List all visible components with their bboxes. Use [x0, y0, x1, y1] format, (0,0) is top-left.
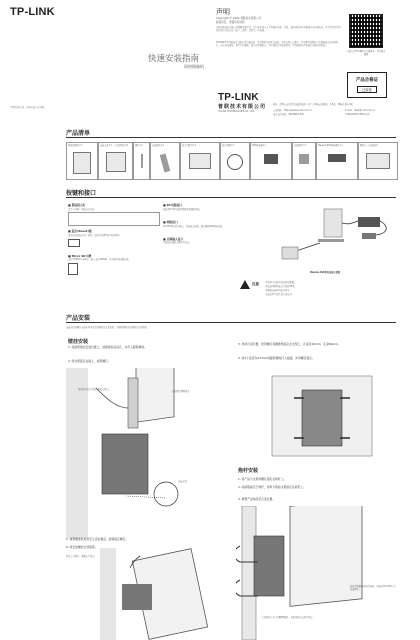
- poe-injector-image: [264, 154, 278, 164]
- company-website: 公司网址：http://www.tp-link.com.cn: [273, 109, 313, 112]
- pole-step-2: 2. 将抱箍固定于抱杆，使用卡箍将支架固定在抱杆上。: [238, 485, 306, 489]
- pole-bracket-image: [254, 536, 284, 596]
- pole-camera-image: [290, 506, 362, 606]
- network-port-title: ■ 网络接口: [163, 219, 178, 224]
- reset-title: ■ 复位(Reset)键: [68, 228, 92, 233]
- warning-line: · 请确保安装环境防水防尘。: [264, 289, 292, 292]
- packing-item-label: 网络摄像机×1: [68, 144, 83, 147]
- statement-qr-code: [349, 14, 383, 48]
- wall-bracket-detail-illustration: [256, 368, 396, 468]
- wall-note-bracket: 安装支架: [178, 480, 187, 483]
- indicator-table: [68, 212, 160, 226]
- sd-card-icon: [68, 263, 78, 275]
- section-divider: [66, 137, 396, 138]
- warning-title: 注意: [252, 282, 259, 286]
- statement-qr-caption: 扫码关注TP-LINK官方服务号，享受更多服务: [346, 50, 386, 56]
- packing-item: [316, 142, 358, 180]
- wall-step-3: 3. 选择合适位置，使用螺钉将摄像机固定在支架上，孔直径10mm，孔深60mm。: [238, 342, 341, 346]
- wall-note-screw: 拧松螺钉调整角度: [172, 390, 190, 393]
- camera-image: [73, 152, 91, 174]
- audio-in-desc: 可连接外部拾音器进行录音。: [163, 241, 192, 245]
- packing-item: [220, 142, 250, 180]
- brand-logo-right: TP-LINK: [218, 92, 259, 103]
- poe-injector-image: [358, 217, 380, 227]
- packing-item-label: 安装支架×1，产品说明书×1: [100, 144, 129, 147]
- packing-item: [292, 142, 316, 180]
- packing-item: [180, 142, 220, 180]
- statement-para1: 未经普联技术有限公司明确书面许可，任何单位或个人不得擅自仿制、复制、誊抄或转译本手册部分或全部内容，且不得以营利为目的进行任何方式（电子、影印、录制等）的传播。: [216, 26, 341, 32]
- wall-note-pull: 网线穿过防水罩配件再接入网口。: [78, 388, 111, 391]
- audio-in-title: ■ 音频输入接口: [163, 236, 184, 241]
- packing-item-label: 螺钉×2: [135, 144, 143, 147]
- company-name-cn: 普联技术有限公司: [218, 104, 267, 110]
- ring-image: [227, 154, 243, 170]
- packing-item-label: PoE供电器×1: [252, 144, 266, 147]
- section-divider: [66, 197, 396, 198]
- wall-mount-title: 壁挂安装: [68, 339, 89, 345]
- warning-line: · 请使用产品附带的电源适配器。: [264, 281, 297, 284]
- reset-icon: [68, 239, 80, 247]
- statement-heading: 声明: [216, 8, 230, 16]
- company-hotline: 技术支持热线：400-8863-400: [273, 113, 304, 116]
- company-name-en: TP-LINK TECHNOLOGIES CO., LTD.: [218, 110, 255, 113]
- sticker-image: [160, 154, 170, 173]
- cert-badge: 已检验: [357, 86, 377, 93]
- pole-note-side: 抱箍需根据抱杆直径选择，可通过TP-LINK官方渠道购买。: [350, 585, 396, 591]
- guide-footnote: *本图仅作示意，请以实际产品为准。: [10, 106, 47, 109]
- cert-title: 产品合格证: [356, 78, 378, 83]
- cover-image: [189, 153, 211, 169]
- packing-item-label: 防水胶圈×1: [222, 144, 234, 147]
- screw-bag-image: [366, 153, 390, 169]
- section-title-interfaces: 按键和接口: [66, 190, 97, 197]
- company-edition: 7106505151 REV1.0.0: [345, 113, 370, 116]
- indicator-desc: 常亮 / 闪烁：系统运行状态: [68, 207, 95, 211]
- statement-rights: 版权所有，保留所有权利: [216, 21, 245, 24]
- section-title-install: 产品安装: [66, 315, 91, 322]
- bracket-plate-image: [302, 390, 342, 446]
- wall-bracket-image: [102, 434, 148, 494]
- company-address: 地址：深圳市南山区深南路科技园工业厂房24栋南段1层、3-5层、28栋北段1-4层: [273, 103, 353, 106]
- interfaces-left-column: [68, 204, 160, 275]
- wall-step-2: 2. 将支架固定在墙上，旋紧螺钉。: [68, 359, 111, 363]
- packing-item: [66, 142, 98, 180]
- pole-note-clamp: 在抱杆处上打入4颗M4螺钉，将抱箍穿过支架并固定。: [262, 616, 315, 619]
- pole-step-3: 3. 调整产品角度至合适位置。: [238, 497, 276, 501]
- warning-line: · 建议使用网线长度不超过80米。: [264, 285, 297, 288]
- section-title-packing: 产品清单: [66, 130, 91, 137]
- section-divider: [66, 322, 396, 323]
- warning-icon: [240, 280, 250, 289]
- sd-slot-title: ■ Micro SD卡槽: [68, 253, 92, 258]
- screw-image: [141, 154, 143, 168]
- dc-power-desc: 连接12V DC电源适配器为摄像机供电。: [163, 207, 202, 211]
- accessory-image: [299, 154, 309, 164]
- cert-box: [347, 72, 387, 98]
- wall-adjust-illustration: [100, 548, 230, 640]
- packing-item-label: 螺钉包（可选配件）: [360, 144, 380, 147]
- brand-logo: TP-LINK: [10, 6, 55, 18]
- wall-step-5: 5. 调整摄像机角度至合适位置后，旋紧固定螺钉。: [66, 537, 129, 541]
- poe-diagram-caption: Passive PoE供电连接示意图: [310, 271, 340, 274]
- wall-note-adjust: 打松上下螺钉，调整水平角度。: [66, 555, 97, 558]
- wall-step-4: 4. 将4个直径为6.5mm的膨胀螺栓打入墙面，并用螺钉固定。: [238, 356, 315, 360]
- pole-step-1: 1. 将产品与支架用螺钉固定在抱杆上。: [238, 477, 287, 481]
- router-image: [324, 209, 342, 237]
- indicator-title: ■ 系统指示灯: [68, 203, 86, 207]
- packing-item: [250, 142, 292, 180]
- reset-desc: 用于将设备恢复出厂设置，长按复位键5秒后松开即可。: [68, 233, 122, 237]
- install-intro: 安装前请先确认安装位置可承受摄像机及支架重量，并确保网线及电源线已布置到位。: [66, 326, 150, 329]
- bracket-image: [106, 152, 126, 172]
- wall-step-6: 6. 将安装螺栓全部旋紧。: [66, 545, 98, 549]
- packing-item-label: Passive PoE供电模块×1: [318, 144, 343, 147]
- wall-step-1: 1. 将贴纸贴在安装位置上，按贴纸标识钻孔，并打入膨胀螺栓。: [68, 345, 148, 349]
- wall-install-illustration: [66, 368, 236, 538]
- pole-install-illustration: [236, 506, 386, 640]
- sd-slot-desc: 支持TF(Micro SD)卡，最大支持256GB，可实现本地录像存储。: [68, 258, 131, 262]
- warning-line: · 安装过程中请注意人身安全。: [264, 293, 294, 296]
- camera-cable-image: [282, 247, 298, 259]
- interfaces-middle-column: [163, 204, 278, 244]
- packing-item: [150, 142, 180, 180]
- network-port-desc: 10/100M自适应网口，可连接交换机、路由器或PoE供电设备。: [163, 224, 225, 228]
- company-email: E-mail：fae@tp-link.com.cn: [345, 109, 376, 112]
- packing-item-label: 安装贴纸×1: [152, 144, 164, 147]
- poe-module-image: [328, 154, 346, 162]
- packing-item-label: 防水罩配件×1: [182, 144, 197, 147]
- dc-power-title: ■ DC电源接口: [163, 203, 183, 207]
- packing-item-label: 安装配件×1: [294, 144, 306, 147]
- poe-connection-diagram: [280, 203, 400, 271]
- packing-item: [133, 142, 150, 180]
- statement-copyright: Copyright © 2022 普联技术有限公司: [216, 17, 262, 20]
- guide-title: 快速安装指南: [148, 54, 200, 64]
- pole-mount-title: 抱杆安装: [238, 468, 259, 474]
- statement-para2: TP-LINK®为普联技术有限公司注册商标。本手册提及的所有商标，由各自所有人拥有。本手册所提到的产品规格和资讯仅供参考，如有内容更新，恕不另行通知。除非有特殊约定，本手册仅作为使用指导，所作陈述均不构成任何形式的担保。: [216, 41, 339, 47]
- wall-camera-image: [136, 368, 174, 422]
- guide-subtitle: 网络摄像机: [184, 64, 204, 69]
- packing-item: [358, 142, 398, 180]
- packing-item: [98, 142, 133, 180]
